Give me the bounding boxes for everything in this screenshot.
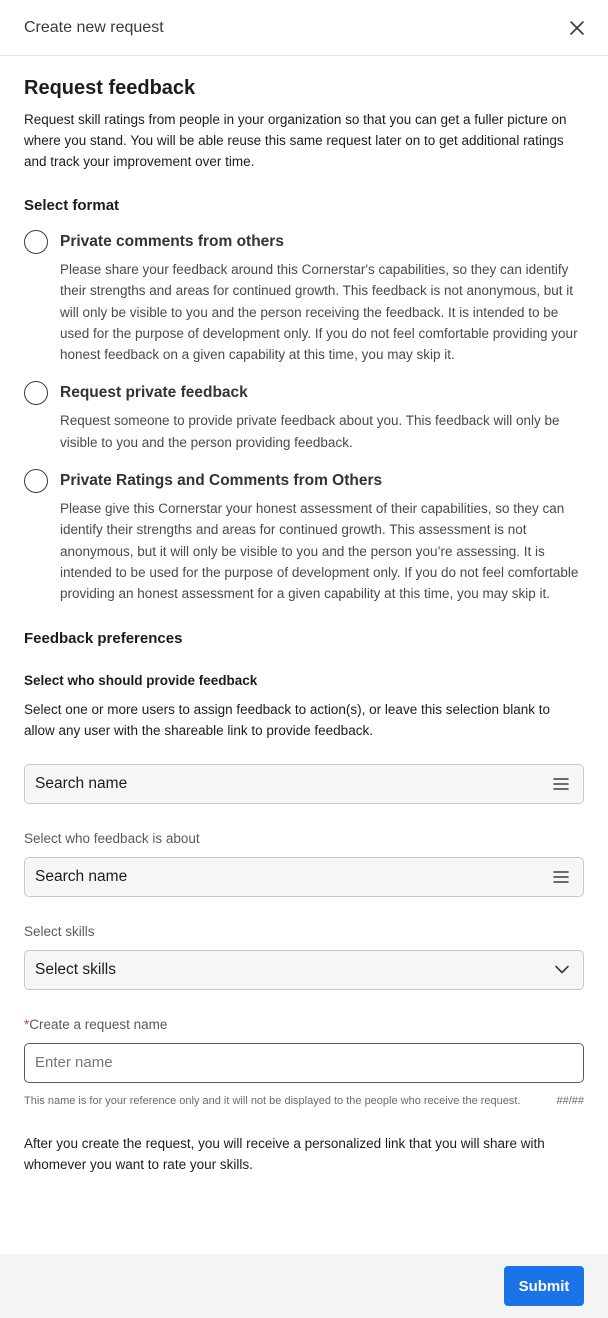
select-format-heading: Select format	[24, 197, 120, 214]
closing-text: After you create the request, you will receive a personalized link that you will share with whomever you want to rate your skills.	[24, 1135, 545, 1172]
submit-button[interactable]: Submit	[504, 1266, 584, 1306]
modal-header	[0, 0, 608, 56]
radio-button[interactable]	[24, 469, 48, 493]
providers-label: Select who should provide feedback	[24, 672, 258, 688]
list-icon[interactable]	[553, 777, 569, 791]
format-option-description: Please share your feedback around this Cornerstar's capabilities, so they can identify their strengths and areas for continued growth. This feedback is not anonymous, but it will only be visible to you and the person receiving the feedback. It is intended to be used for the purpose of development only. If you do not feel comfortable providing your honest feedback on a given capability at this time, you may skip it.	[60, 262, 578, 363]
modal-title: Create new request	[24, 18, 164, 36]
about-search-field[interactable]	[24, 857, 584, 897]
format-option-label: Private comments from others	[60, 233, 284, 250]
intro-text: Request skill ratings from people in your organization so that you can get a fuller picture on where you stand. You will be able reuse this same request later on to get additional ratings and track your improvement over time.	[24, 112, 567, 169]
request-name-note	[24, 1092, 584, 1110]
required-marker: *	[24, 1016, 30, 1032]
character-counter: ##/##	[556, 1094, 584, 1107]
modal-body	[0, 56, 608, 1175]
about-search-value: Search name	[35, 867, 128, 885]
request-name-wrapper	[24, 1043, 584, 1083]
radio-button[interactable]	[24, 381, 48, 405]
request-name-label-text: Create a request name	[29, 1016, 168, 1032]
close-button[interactable]	[565, 16, 589, 40]
format-option-private-comments[interactable]	[24, 230, 584, 365]
skills-label: Select skills	[24, 923, 95, 939]
format-option-description: Please give this Cornerstar your honest assessment of their capabilities, so they can identify their strengths and areas for continued growth. This assessment is not anonymous, but it will only be visible to you and the person you’re assessing. It is intended to be used for the purpose of development only. If you do not feel comfortable providing an honest assessment for a given capability at this time, you may skip it.	[60, 501, 579, 602]
format-option-request-private[interactable]	[24, 381, 584, 453]
format-option-description: Request someone to provide private feedback about you. This feedback will only be visible to you and the person providing feedback.	[60, 413, 560, 450]
format-option-label: Request private feedback	[60, 384, 248, 402]
request-name-label	[24, 1016, 584, 1034]
provider-search-field[interactable]	[24, 764, 584, 804]
list-icon[interactable]	[553, 870, 569, 884]
close-icon	[569, 20, 585, 36]
feedback-preferences-heading: Feedback preferences	[24, 629, 183, 647]
about-label: Select who feedback is about	[24, 830, 200, 846]
radio-button[interactable]	[24, 230, 48, 254]
modal-footer	[0, 1254, 608, 1318]
chevron-down-icon	[555, 965, 569, 974]
providers-help-text: Select one or more users to assign feedback to action(s), or leave this selection blank to allow any user with the shareable link to provide feedback.	[24, 701, 551, 738]
skills-select-value: Select skills	[35, 960, 116, 978]
page-title: Request feedback	[24, 77, 196, 99]
skills-select[interactable]	[24, 950, 584, 990]
request-name-input[interactable]	[24, 1043, 584, 1083]
format-option-label: Private Ratings and Comments from Others	[60, 472, 383, 490]
request-name-note-text: This name is for your reference only and it will not be displayed to the people who receive the request.	[24, 1094, 521, 1107]
provider-search-value: Search name	[35, 774, 128, 792]
format-option-private-ratings[interactable]	[24, 469, 584, 604]
